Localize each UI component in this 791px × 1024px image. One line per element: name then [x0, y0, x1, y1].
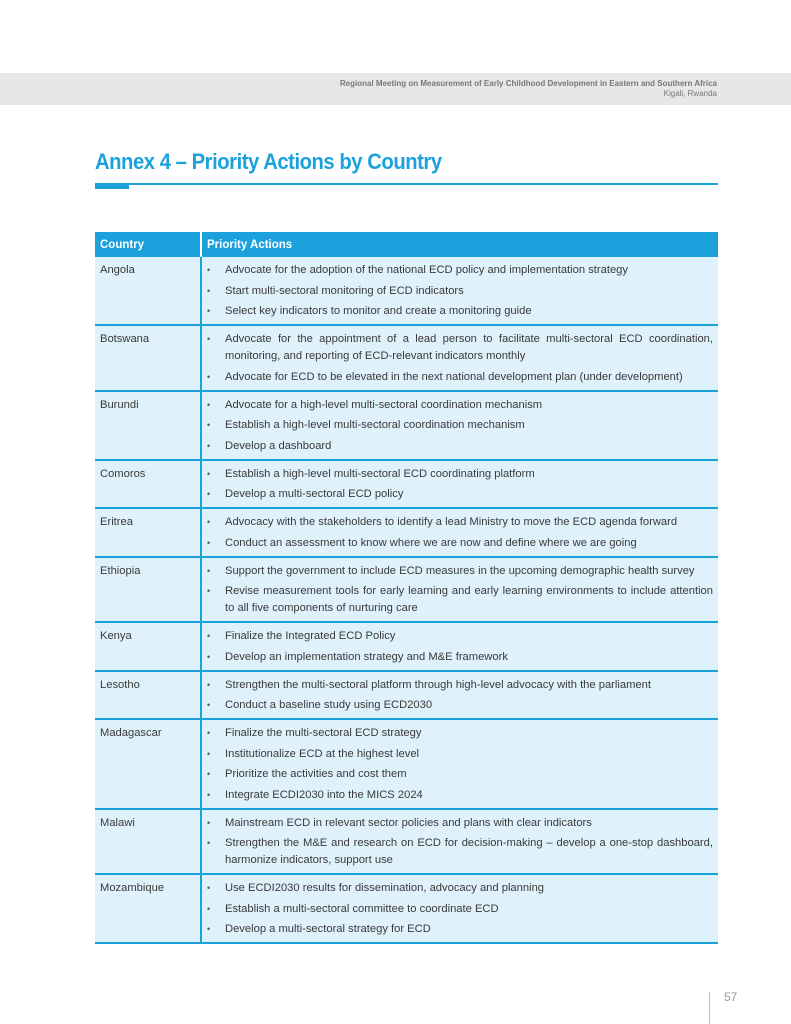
country-cell: Comoros [95, 460, 201, 509]
table-row [95, 325, 718, 391]
header-country: Country [95, 232, 201, 257]
priority-actions-table [95, 232, 718, 944]
table-header-row [95, 232, 718, 257]
table-row [95, 622, 718, 671]
table-body [95, 257, 718, 943]
actions-cell [201, 719, 718, 809]
action-item: • Start multi-sectoral monitoring of ECD indicators [207, 283, 713, 300]
actions-list [207, 262, 713, 320]
country-cell: Lesotho [95, 671, 201, 720]
action-item: • Advocate for a high-level multi-sectoral coordination mechanism [207, 397, 713, 414]
actions-list [207, 466, 713, 504]
actions-cell [201, 622, 718, 671]
action-item: • Strengthen the M&E and research on ECD for decision-making – develop a one-stop dashboard, harmonize indicators, support use [207, 835, 713, 869]
title-accent-bar [95, 183, 129, 189]
table-row [95, 460, 718, 509]
action-item: • Develop an implementation strategy and M&E framework [207, 649, 713, 666]
action-item: • Finalize the multi-sectoral ECD strategy [207, 725, 713, 742]
country-cell: Botswana [95, 325, 201, 391]
actions-list [207, 725, 713, 804]
actions-list [207, 880, 713, 938]
action-item: • Conduct a baseline study using ECD2030 [207, 697, 713, 714]
table-row [95, 391, 718, 460]
actions-list [207, 677, 713, 715]
action-item: • Prioritize the activities and cost them [207, 766, 713, 783]
actions-cell [201, 557, 718, 623]
country-cell: Burundi [95, 391, 201, 460]
action-item: • Establish a high-level multi-sectoral coordination mechanism [207, 417, 713, 434]
running-header-title: Regional Meeting on Measurement of Early Childhood Development in Eastern and Southern Africa [339, 79, 717, 88]
action-item: • Support the government to include ECD measures in the upcoming demographic health survey [207, 563, 713, 580]
running-header-location: Kigali, Rwanda [663, 89, 717, 98]
table-row [95, 874, 718, 943]
header-priority-actions: Priority Actions [201, 232, 718, 257]
country-cell: Malawi [95, 809, 201, 875]
action-item: • Develop a multi-sectoral ECD policy [207, 486, 713, 503]
actions-list [207, 628, 713, 666]
table-row [95, 809, 718, 875]
actions-cell [201, 874, 718, 943]
action-item: • Integrate ECDI2030 into the MICS 2024 [207, 787, 713, 804]
table-row [95, 671, 718, 720]
action-item: • Select key indicators to monitor and create a monitoring guide [207, 303, 713, 320]
page-title: Annex 4 – Priority Actions by Country [95, 149, 442, 174]
actions-list [207, 563, 713, 618]
action-item: • Advocate for the adoption of the national ECD policy and implementation strategy [207, 262, 713, 279]
action-item: • Establish a multi-sectoral committee to coordinate ECD [207, 901, 713, 918]
country-cell: Kenya [95, 622, 201, 671]
actions-cell [201, 671, 718, 720]
action-item: • Strengthen the multi-sectoral platform through high-level advocacy with the parliament [207, 677, 713, 694]
action-item: • Use ECDI2030 results for dissemination, advocacy and planning [207, 880, 713, 897]
actions-cell [201, 391, 718, 460]
action-item: • Advocate for the appointment of a lead person to facilitate multi-sectoral ECD coordination, monitoring, and reporting of ECD-relevant indicators monthly [207, 331, 713, 365]
action-item: • Develop a multi-sectoral strategy for ECD [207, 921, 713, 938]
action-item: • Advocacy with the stakeholders to identify a lead Ministry to move the ECD agenda forward [207, 514, 713, 531]
action-item: • Develop a dashboard [207, 438, 713, 455]
action-item: • Finalize the Integrated ECD Policy [207, 628, 713, 645]
action-item: • Establish a high-level multi-sectoral ECD coordinating platform [207, 466, 713, 483]
actions-list [207, 514, 713, 552]
table-row [95, 508, 718, 557]
country-cell: Madagascar [95, 719, 201, 809]
actions-cell [201, 508, 718, 557]
action-item: • Advocate for ECD to be elevated in the next national development plan (under development) [207, 369, 713, 386]
action-item: • Revise measurement tools for early learning and early learning environments to include attention to all five components of nurturing care [207, 583, 713, 617]
table-row [95, 257, 718, 325]
action-item: • Conduct an assessment to know where we are now and define where we are going [207, 535, 713, 552]
actions-list [207, 331, 713, 386]
actions-cell [201, 325, 718, 391]
table-row [95, 557, 718, 623]
actions-list [207, 815, 713, 870]
actions-cell [201, 809, 718, 875]
page-number: 57 [724, 990, 738, 1004]
action-item: • Mainstream ECD in relevant sector policies and plans with clear indicators [207, 815, 713, 832]
actions-cell [201, 460, 718, 509]
actions-list [207, 397, 713, 455]
country-cell: Mozambique [95, 874, 201, 943]
country-cell: Eritrea [95, 508, 201, 557]
actions-cell [201, 257, 718, 325]
country-cell: Ethiopia [95, 557, 201, 623]
action-item: • Institutionalize ECD at the highest level [207, 746, 713, 763]
page-number-rule [709, 992, 710, 1024]
title-underline [95, 183, 718, 185]
running-header [340, 79, 717, 99]
country-cell: Angola [95, 257, 201, 325]
table-row [95, 719, 718, 809]
